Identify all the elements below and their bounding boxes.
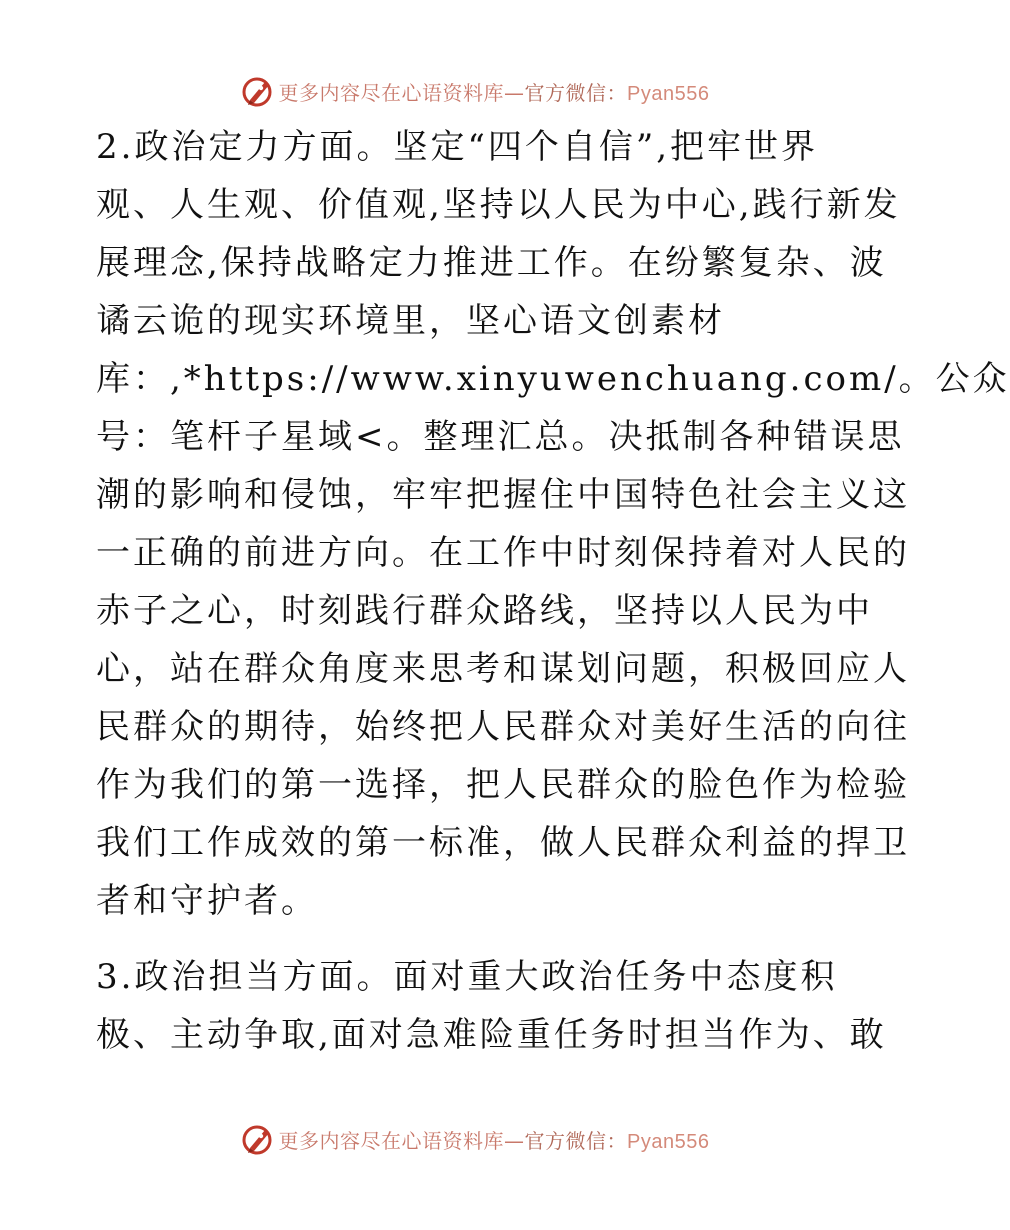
watermark-separator: —	[504, 1128, 525, 1153]
watermark-main-text: 更多内容尽在心语资料库	[278, 80, 505, 105]
text-line: 展理念,保持战略定力推进工作。在纷繁复杂、波	[96, 243, 887, 283]
pen-circle-logo-icon	[241, 1122, 275, 1156]
text-line: 心，站在群众角度来思考和谋划问题，积极回应人	[96, 649, 910, 689]
watermark-official-label: 官方微信：	[524, 80, 628, 105]
text-line: 3.政治担当方面。面对重大政治任务中态度积	[96, 957, 838, 997]
watermark-text	[279, 1125, 710, 1154]
watermark-wechat-id: Pyan556	[627, 1130, 710, 1153]
text-line: 库：,*https://www.xinyuwenchuang.com/。公众	[96, 359, 1010, 399]
watermark-banner-bottom	[0, 1119, 950, 1159]
paragraph-gap	[96, 930, 856, 948]
watermark-wechat-id: Pyan556	[627, 82, 710, 105]
pen-circle-logo-icon	[241, 74, 275, 108]
text-line: 2.政治定力方面。坚定“四个自信”,把牢世界	[96, 127, 819, 167]
watermark-official-label: 官方微信：	[524, 1128, 628, 1153]
text-line: 一正确的前进方向。在工作中时刻保持着对人民的	[96, 533, 910, 573]
watermark-main-text: 更多内容尽在心语资料库	[278, 1128, 505, 1153]
watermark-text	[279, 77, 710, 106]
text-line: 观、人生观、价值观,坚持以人民为中心,践行新发	[96, 185, 901, 225]
watermark-separator: —	[504, 80, 525, 105]
text-line: 号：笔杆子星域<。整理汇总。决抵制各种错误思	[96, 417, 905, 457]
text-line: 者和守护者。	[96, 881, 318, 921]
text-line: 谲云诡的现实环境里，坚心语文创素材	[96, 301, 725, 341]
text-line: 我们工作成效的第一标准，做人民群众利益的捍卫	[96, 823, 910, 863]
text-line: 赤子之心，时刻践行群众路线，坚持以人民为中	[96, 591, 873, 631]
text-line: 极、主动争取,面对急难险重任务时担当作为、敢	[96, 1015, 887, 1055]
paragraph-political-resolve	[96, 118, 1010, 930]
text-line: 作为我们的第一选择，把人民群众的脸色作为检验	[96, 765, 910, 805]
watermark-banner-top	[0, 71, 950, 111]
text-line: 潮的影响和侵蚀，牢牢把握住中国特色社会主义这	[96, 475, 910, 515]
text-line: 民群众的期待，始终把人民群众对美好生活的向往	[96, 707, 910, 747]
paragraph-political-responsibility	[96, 948, 887, 1064]
document-body	[96, 118, 1010, 1064]
